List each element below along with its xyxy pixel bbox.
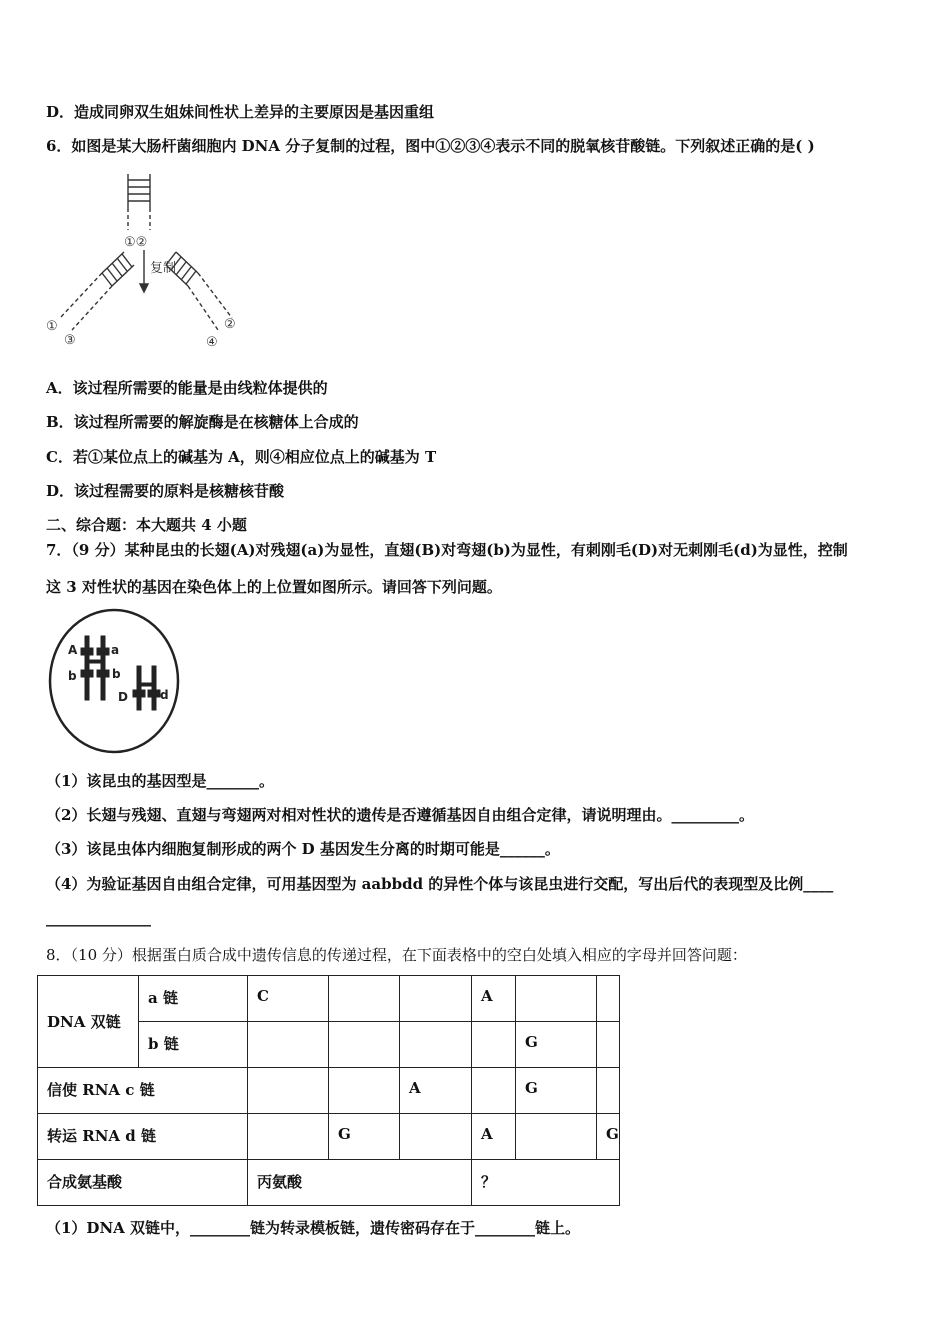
amino-cell-1: 丙氨酸: [248, 1160, 472, 1206]
gene-label-b-left: b: [68, 669, 77, 683]
table-cell: [248, 1114, 329, 1160]
b-chain-label: b 链: [139, 1022, 248, 1068]
q5-option-d: D．造成同卵双生姐妹间性状上差异的主要原因是基因重组: [46, 103, 435, 121]
table-row: [38, 1160, 620, 1206]
dna-label: DNA 双链: [38, 976, 139, 1068]
table-row: [38, 1068, 620, 1114]
gene-label-D: D: [118, 690, 128, 704]
table-cell: [516, 976, 597, 1022]
table-cell: [472, 1068, 516, 1114]
table-cell: [400, 1114, 472, 1160]
table-cell: [597, 976, 620, 1022]
table-cell: [597, 1068, 620, 1114]
q7-sub3: （3）该昆虫体内细胞复制形成的两个 D 基因发生分离的时期可能是______。: [46, 840, 560, 858]
figure-right-label-2: ②: [224, 317, 236, 332]
table-cell: G: [597, 1114, 620, 1160]
amino-cell-2: ？: [472, 1160, 620, 1206]
table-cell: A: [472, 1114, 516, 1160]
figure-right-label-4: ④: [206, 335, 218, 350]
table-cell: [400, 1022, 472, 1068]
q7-sub4-line2: ______________: [46, 909, 151, 927]
q6-option-d: D．该过程需要的原料是核糖核苷酸: [46, 482, 285, 500]
q6-stem: 6．如图是某大肠杆菌细胞内 DNA 分子复制的过程，图中①②③④表示不同的脱氧核苷酸链。下列叙述正确的是( ): [46, 137, 815, 155]
table-cell: [248, 1068, 329, 1114]
table-cell: [329, 1068, 400, 1114]
amino-label: 合成氨基酸: [38, 1160, 248, 1206]
dna-replication-figure: [40, 168, 255, 353]
table-cell: [472, 1022, 516, 1068]
gene-label-d: d: [160, 688, 169, 702]
figure-left-label-3: ③: [64, 333, 76, 348]
figure-arrow-label: 复制: [150, 261, 177, 276]
a-chain-label: a 链: [139, 976, 248, 1022]
q7-sub1: （1）该昆虫的基因型是_______。: [46, 772, 274, 790]
table-cell: C: [248, 976, 329, 1022]
q8-sub1: （1）DNA 双链中，________链为转录模板链，遗传密码存在于________链上。: [46, 1219, 581, 1237]
section-title: 二、综合题：本大题共 4 小题: [46, 516, 247, 534]
table-cell: [248, 1022, 329, 1068]
figure-top-label: ①②: [124, 235, 148, 250]
q7-stem-line2: 这 3 对性状的基因在染色体上的上位置如图所示。请回答下列问题。: [46, 578, 502, 596]
q6-option-a: A．该过程所需要的能量是由线粒体提供的: [46, 379, 328, 397]
table-cell: [329, 1022, 400, 1068]
table-cell: A: [472, 976, 516, 1022]
table-cell: [516, 1114, 597, 1160]
table-cell: A: [400, 1068, 472, 1114]
table-cell: [329, 976, 400, 1022]
genetic-info-table: [37, 975, 620, 1206]
q7-sub2: （2）长翅与残翅、直翅与弯翅两对相对性状的遗传是否遵循基因自由组合定律，请说明理由。_________。: [46, 806, 754, 824]
table-cell: G: [516, 1068, 597, 1114]
table-cell: G: [329, 1114, 400, 1160]
gene-label-a: a: [111, 643, 120, 657]
q7-sub4-line1: （4）为验证基因自由组合定律，可用基因型为 aabbdd 的异性个体与该昆虫进行交配，写出后代的表现型及比例____: [46, 875, 834, 893]
table-cell: [597, 1022, 620, 1068]
q7-stem-line1: 7．（9 分）某种昆虫的长翅(A)对残翅(a)为显性，直翅(B)对弯翅(b)为显性，有刺刚毛(D)对无刺刚毛(d)为显性，控制: [46, 541, 848, 559]
q8-stem: 8．（10 分）根据蛋白质合成中遗传信息的传递过程，在下面表格中的空白处填入相应的字母并回答问题：: [46, 946, 747, 964]
q6-option-b: B．该过程所需要的解旋酶是在核糖体上合成的: [46, 413, 359, 431]
table-cell: [400, 976, 472, 1022]
gene-label-b-right: b: [112, 667, 121, 681]
table-cell: G: [516, 1022, 597, 1068]
chromosome-figure: [48, 608, 184, 756]
mrna-label: 信使 RNA c 链: [38, 1068, 248, 1114]
figure-left-label-1: ①: [46, 319, 58, 334]
table-row: [38, 976, 620, 1022]
table-row: [38, 1114, 620, 1160]
gene-label-A: A: [68, 643, 78, 657]
trna-label: 转运 RNA d 链: [38, 1114, 248, 1160]
q6-option-c: C．若①某位点上的碱基为 A，则④相应位点上的碱基为 T: [46, 448, 437, 466]
